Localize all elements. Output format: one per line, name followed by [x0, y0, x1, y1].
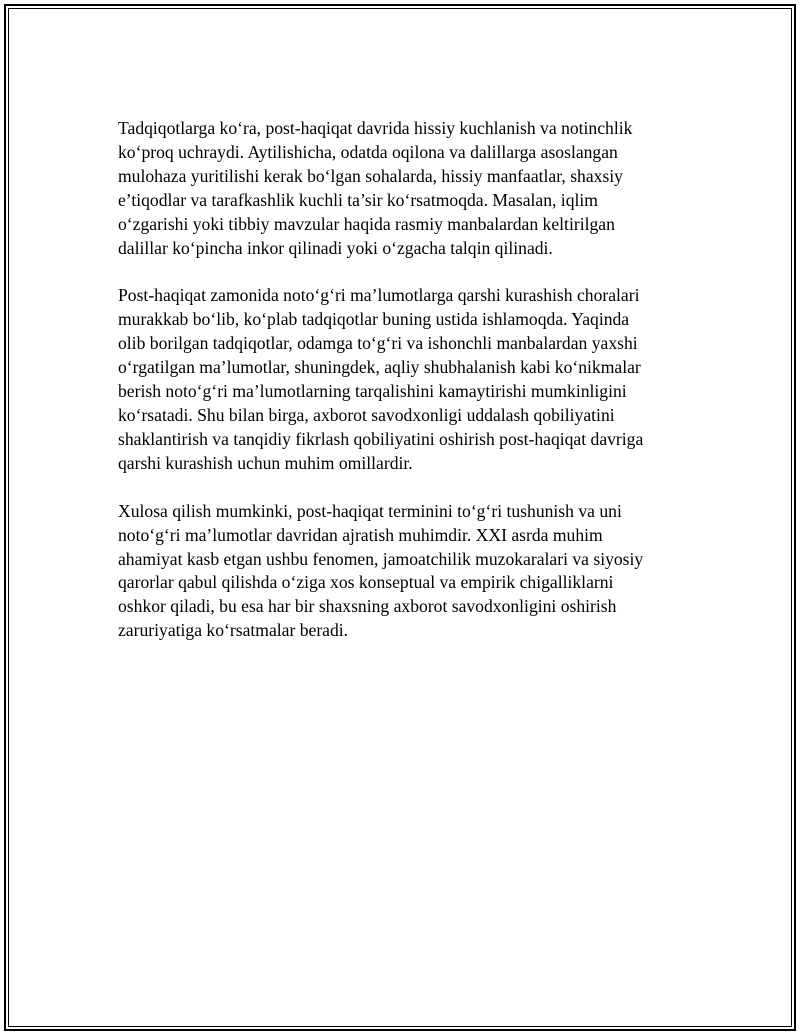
text-line: noto‘g‘ri ma’lumotlar davridan ajratish muhimdir. XXI asrda muhim — [118, 524, 603, 545]
text-line: Post-haqiqat zamonida noto‘g‘ri ma’lumotlarga qarshi kurashish choralari — [118, 285, 640, 306]
paragraph-1 — [118, 117, 678, 260]
text-line: e’tiqodlar va tarafkashlik kuchli ta’sir ko‘rsatmoqda. Masalan, iqlim — [118, 189, 598, 210]
text-line: mulohaza yuritilishi kerak bo‘lgan sohalarda, hissiy manfaatlar, shaxsiy — [118, 165, 623, 186]
text-line: zaruriyatiga ko‘rsatmalar beradi. — [118, 620, 349, 641]
text-line: qarshi kurashish uchun muhim omillardir. — [118, 452, 413, 473]
text-line: qarorlar qabul qilishda o‘ziga xos konseptual va empirik chigalliklarni — [118, 572, 614, 593]
text-line: dalillar ko‘pincha inkor qilinadi yoki o‘zgacha talqin qilinadi. — [118, 237, 553, 258]
paragraph-2 — [118, 284, 678, 475]
text-line: Tadqiqotlarga ko‘ra, post-haqiqat davrida hissiy kuchlanish va notinchlik — [118, 118, 633, 138]
text-line: ahamiyat kasb etgan ushbu fenomen, jamoatchilik muzokaralari va siyosiy — [118, 548, 644, 569]
text-line: olib borilgan tadqiqotlar, odamga to‘g‘ri va ishonchli manbalardan yaxshi — [118, 333, 638, 354]
text-line: Xulosa qilish mumkinki, post-haqiqat terminini to‘g‘ri tushunish va uni — [118, 500, 622, 521]
text-line: o‘zgarishi yoki tibbiy mavzular haqida rasmiy manbalardan keltirilgan — [118, 213, 615, 234]
text-line: o‘rgatilgan ma’lumotlar, shuningdek, aqliy shubhalanish kabi ko‘nikmalar — [118, 357, 641, 378]
text-line: oshkor qiladi, bu esa har bir shaxsning axborot savodxonligini oshirish — [118, 596, 617, 617]
paragraph-3 — [118, 500, 678, 643]
document-body — [118, 117, 678, 667]
text-line: murakkab bo‘lib, ko‘plab tadqiqotlar buning ustida ishlamoqda. Yaqinda — [118, 309, 630, 330]
text-line: ko‘rsatadi. Shu bilan birga, axborot savodxonligi uddalash qobiliyatini — [118, 404, 615, 425]
text-line: berish noto‘g‘ri ma’lumotlarning tarqalishini kamaytirishi mumkinligini — [118, 381, 627, 402]
text-line: shaklantirish va tanqidiy fikrlash qobiliyatini oshirish post-haqiqat davriga — [118, 428, 644, 449]
text-line: ko‘proq uchraydi. Aytilishicha, odatda oqilona va dalillarga asoslangan — [118, 141, 618, 162]
